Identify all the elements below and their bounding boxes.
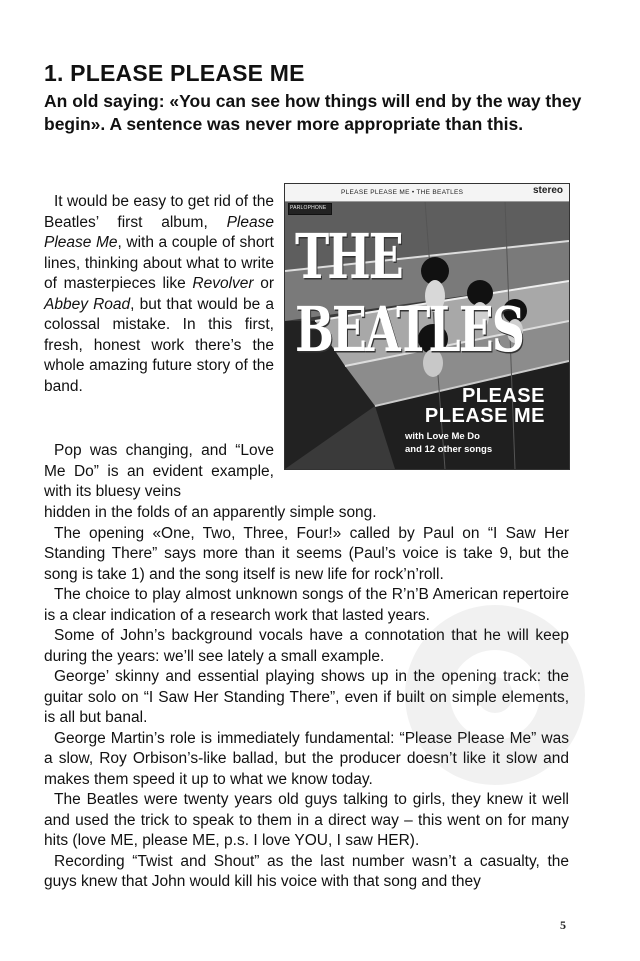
cover-band-name: THE BEATLES [295, 220, 523, 366]
album-cover-image [285, 184, 569, 469]
paragraph-1-text-b: , with a couple of short lines, thinking about what to write of masterpieces like [44, 234, 274, 292]
cover-album-title-line1: PLEASE [461, 385, 545, 407]
paragraph-2-wrapped: Pop was changing, and “Love Me Do” is an evident example, with its bluesy veins [44, 442, 274, 500]
page-number: 5 [560, 918, 566, 932]
cover-album-title [385, 386, 545, 426]
paragraph-9: Recording “Twist and Shout” as the last number wasn’t a casualty, the guys knew that John would kill his voice with that song and they [44, 852, 569, 890]
cover-subline [405, 430, 492, 456]
paragraph-3: The opening «One, Two, Three, Four!» called by Paul on “I Saw Her Standing There” says more than it seems (Paul’s voice is take 9, but the song is take 1) and the song itself is new life for rock’n’roll. [44, 524, 569, 583]
cover-album-title-line2: PLEASE ME [424, 405, 545, 427]
cover-subline-2: and 12 other songs [405, 444, 493, 455]
paragraph-7: George Martin’s role is immediately fundamental: “Please Please Me” was a slow, Roy Orbison’s-like ballad, but the producer doesn’t like it slow and makes them speed it up to what we know today. [44, 729, 569, 788]
cover-subline-1: with Love Me Do [405, 431, 480, 442]
paragraph-1-text-c: or [253, 275, 274, 292]
paragraph-2-continued: hidden in the folds of an apparently simple song. [44, 504, 377, 521]
chapter-subtitle: An old saying: «You can see how things will end by the way they begin». A sentence was never more appropriate than this. [44, 91, 582, 134]
watermark-logo [400, 600, 590, 790]
parlophone-logo-text: PARLOPHONE [290, 205, 327, 211]
paragraph-5: Some of John’s background vocals have a connotation that he will keep during the years: we’ll see lately a small example. [44, 627, 569, 665]
paragraph-1-text-a: It would be easy to get rid of the Beatles’ first album, [44, 193, 274, 231]
album-title-italic: Please Please Me [44, 213, 274, 251]
paragraph-1-text-d: , but that would be a colossal mistake. In this first, fresh, honest work there’s the whole amazing future story of the band. [44, 295, 275, 395]
cover-top-text: PLEASE PLEASE ME • THE BEATLES [341, 189, 464, 196]
paragraph-6: George’ skinny and essential playing shows up in the opening track: the guitar solo on “I Saw Her Standing There”, even if built on simple elements, is all but banal. [44, 668, 569, 726]
abbey-road-italic: Abbey Road [44, 295, 131, 313]
chapter-title: 1. PLEASE PLEASE ME [44, 60, 305, 86]
paragraph-4: The choice to play almost unknown songs of the R’n’B American repertoire is a clear indication of a research work that lasted years. [44, 586, 569, 624]
revolver-italic: Revolver [192, 275, 254, 292]
paragraph-8: The Beatles were twenty years old guys talking to girls, they knew it well and used the trick to speak to them in a direct way – this went on for many hits (love ME, please ME, p.s. I love YOU, I saw HER). [44, 791, 569, 849]
paragraph-1 [44, 192, 274, 397]
cover-stereo-label: stereo [532, 185, 563, 196]
